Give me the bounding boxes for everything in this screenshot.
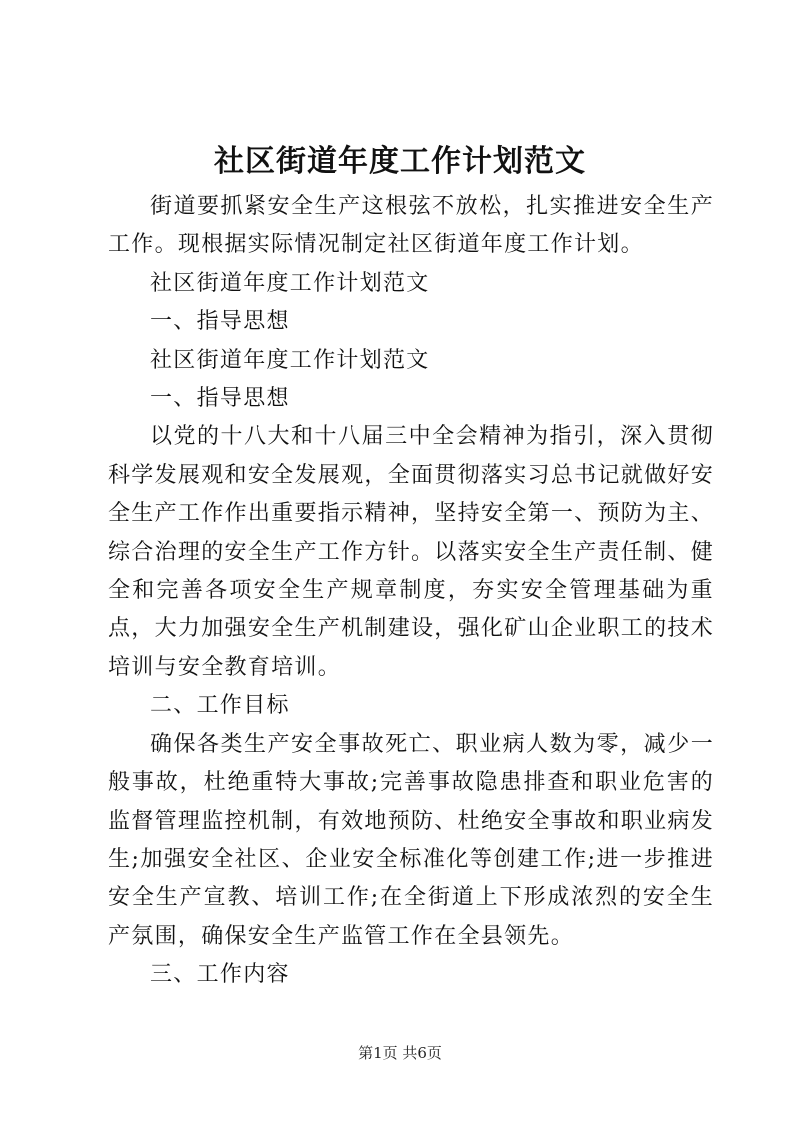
section-heading-work-content: 三、工作内容 xyxy=(150,962,290,988)
document-title: 社区街道年度工作计划范文 xyxy=(214,144,586,179)
paragraph-subtitle-repeat: 社区街道年度工作计划范文 xyxy=(150,347,430,373)
section-heading-work-goals: 二、工作目标 xyxy=(150,693,290,719)
section-heading-guiding-thought: 一、指导思想 xyxy=(150,309,290,335)
page-number-footer: 第1页 共6页 xyxy=(358,1044,442,1062)
paragraph-guiding-thought: 以党的十八大和十八届三中全会精神为指引，深入贯彻科学发展观和安全发展观，全面贯彻落实习总书记就做好安全生产工作作出重要指示精神，坚持安全第一、预防为主、综合治理的安全生产工作方针。以落实安全生产责任制、健全和完善各项安全生产规章制度，夯实安全管理基础为重点，大力加强安全生产机制建设，强化矿山企业职工的技术培训与安全教育培训。 xyxy=(108,424,714,680)
paragraph-subtitle: 社区街道年度工作计划范文 xyxy=(150,270,430,296)
paragraph-work-goals: 确保各类生产安全事故死亡、职业病人数为零，减少一般事故，杜绝重特大事故;完善事故隐患排查和职业危害的监督管理监控机制，有效地预防、杜绝安全事故和职业病发生;加强安全社区、企业安全标准化等创建工作;进一步推进安全生产宣教、培训工作;在全街道上下形成浓烈的安全生产氛围，确保安全生产监管工作在全县领先。 xyxy=(108,731,714,949)
section-heading-guiding-thought-repeat: 一、指导思想 xyxy=(150,386,290,412)
paragraph-intro: 街道要抓紧安全生产这根弦不放松，扎实推进安全生产工作。现根据实际情况制定社区街道年度工作计划。 xyxy=(108,194,714,258)
document-body xyxy=(108,188,714,995)
